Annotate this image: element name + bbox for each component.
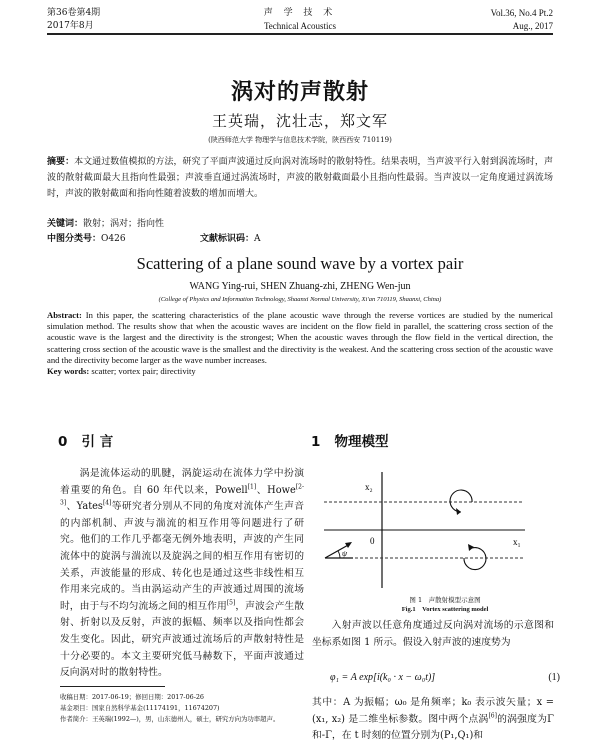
- classification-label: 中图分类号：: [47, 234, 102, 244]
- doc-code-row: [200, 232, 261, 246]
- abstract-cn: [47, 154, 553, 202]
- abstract-cn-label: 摘要：: [47, 157, 75, 167]
- section-1-title: 物理模型: [334, 434, 389, 450]
- citation[interactable]: [1]: [247, 483, 257, 491]
- abstract-cn-text: 本文通过数值模拟的方法，研究了平面声波通过反向涡对流场时的散射特性。结果表明，当声波平行入射到涡流场时，声波的散射截面最大且指向性最强；声波垂直通过涡流场时，声波的散射截面最小且指向性最弱。当声波以一定角度通过涡流场时，声波的散射截面和指向性随着波数的增加而增大。: [47, 157, 553, 199]
- section-1-heading: [311, 430, 389, 450]
- classification-value: O426: [101, 234, 126, 244]
- header-journal-cn: 声 学 技 术: [263, 8, 337, 18]
- keywords-cn-label: 关键词：: [47, 219, 84, 229]
- label-x2: x₂: [365, 482, 373, 492]
- citation[interactable]: [4]: [102, 499, 112, 507]
- text-run: 等研究者分别从不同的角度对流体产生声音的内部机制、声波与湍流的相互作用等问题进行了研究。他们的工作几乎都毫无例外地表明，声波的产生同流体中的旋涡与湍流以及旋涡之间的相互作用有密切的关系，声波能量的形成、转化也是通过这些非线性相互作用来完成的。当由涡运动产生的声波通过周围的流场时，由于与不均匀流场之间的相互作用: [60, 501, 304, 612]
- citation[interactable]: [2-3]: [60, 483, 304, 507]
- section-0-title: 引 言: [81, 434, 114, 450]
- title-cn: 涡对的声散射: [230, 80, 369, 105]
- incident-arrowhead: [345, 542, 352, 548]
- section-1-paragraph-2: [312, 695, 554, 745]
- keywords-cn: [47, 217, 164, 231]
- section-0-paragraph: [60, 466, 304, 682]
- classification-row: [47, 232, 126, 246]
- keywords-en-label: Key words:: [47, 366, 90, 377]
- citation[interactable]: [5]: [226, 599, 236, 607]
- text-run: 涡是流体运动的肌腱，涡旋运动在流体力学中扮演着重要的角色。自 60 年代以来，Powell: [60, 468, 304, 496]
- figure-1-caption-cn: 图 1 声散射模型示意图: [409, 596, 481, 604]
- header-rule: [47, 33, 553, 35]
- text-run: ，声波会产生散射、折射以及反射，声波的振幅、频率以及指向性都会发生变化。因此，研究声波通过流场后的声散射特性是十分必要的。本文主要研究低马赫数下，平面声波通过反向涡对时的散射特性。: [60, 600, 304, 679]
- affiliation-cn: (陕西师范大学 物理学与信息技术学院，陕西西安 710119): [208, 136, 392, 144]
- section-0-heading: [58, 430, 113, 450]
- abstract-en: [47, 310, 553, 377]
- label-angle: ψ: [342, 549, 347, 558]
- section-1-number: 1: [311, 434, 321, 450]
- footnote-author-bio: 作者简介：王英瑞(1992—)，男，山东德州人，硕士，研究方向为功率超声。: [60, 715, 280, 723]
- label-x1: x₁: [513, 537, 521, 547]
- section-1-paragraph-1: 入射声波以任意角度通过反向涡对流场的示意图和坐标系如图 1 所示。假设入射声波的速度势为: [312, 620, 554, 648]
- label-origin: 0: [370, 536, 375, 546]
- figure-1-caption-en: Fig.1 Vortex scattering model: [401, 606, 489, 613]
- header-date-cn: 2017年8月: [47, 21, 94, 31]
- citation[interactable]: [6]: [488, 712, 497, 720]
- text-run: 其中：A 为振幅；ω₀ 是角频率；k₀ 表示波矢量；x = (x₁, x₂) 是二维坐标参数。图中两个点涡: [312, 697, 554, 725]
- doc-code-label: 文献标识码：: [200, 234, 255, 244]
- text-run: 、Howe: [256, 484, 296, 496]
- authors-cn: 王英瑞，沈壮志，郑文军: [211, 112, 388, 130]
- abstract-en-label: Abstract:: [47, 310, 82, 320]
- angle-arc: [338, 551, 340, 558]
- footnote-fund: 基金项目：国家自然科学基金(11174191，11674207): [60, 704, 220, 712]
- equation-1-number: (1): [548, 672, 560, 683]
- equation-1-body: φ₁ = A exp[i(k₀ · x − ω₀t)]: [330, 672, 436, 683]
- abstract-en-text: In this paper, the scattering characteristics of the plane acoustic wave through the reverse vortices are studied by the numerical simulation method. The results show that when the acoustic waves are incident on the flow field in parallel, the scattering cross section of the acoustic wave is the largest and the directivity is the strongest; When the acoustic waves through the flow field in the vertical direction, the scattering cross section of the acoustic wave is the smallest and the directivity is the weakest. And the scattering cross section of the acoustic wave and the directivity become larger as the wave number increases.: [47, 310, 553, 365]
- upper-vortex-arrowhead: [456, 508, 461, 515]
- text-run: 、Yates: [66, 501, 103, 513]
- equation-1: [330, 672, 560, 683]
- text-run: 的涡强度为Γ和-Γ，在 t 时刻的位置分别为(P₁,Q₁)和: [312, 713, 554, 742]
- figure-1-vortex-model: [310, 460, 550, 590]
- lower-vortex-circulation: [464, 548, 486, 570]
- title-en: Scattering of a plane sound wave by a vortex pair: [136, 254, 464, 273]
- section-0-number: 0: [58, 434, 68, 450]
- footnote-rule: [60, 686, 165, 687]
- doc-code-value: A: [254, 234, 261, 244]
- authors-en: WANG Ying-rui, SHEN Zhuang-zhi, ZHENG Wen-jun: [189, 281, 411, 292]
- header-volume-en: Vol.36, No.4 Pt.2: [490, 8, 553, 18]
- lower-vortex-arrowhead: [468, 544, 474, 551]
- header-journal-en: Technical Acoustics: [263, 21, 337, 31]
- footnote-received: 收稿日期：2017-06-19；修回日期：2017-06-26: [60, 693, 204, 701]
- header-volume-cn: 第36卷第4期: [47, 8, 101, 18]
- keywords-cn-text: 散射；涡对；指向性: [83, 219, 165, 229]
- header-date-en: Aug., 2017: [512, 21, 553, 31]
- affiliation-en: (College of Physics and Information Technology, Shaanxi Normal University, Xi'an 710119, Shaanxi, China): [158, 296, 442, 303]
- keywords-en-text: scatter; vortex pair; directivity: [91, 366, 196, 377]
- upper-vortex-circulation: [450, 490, 472, 512]
